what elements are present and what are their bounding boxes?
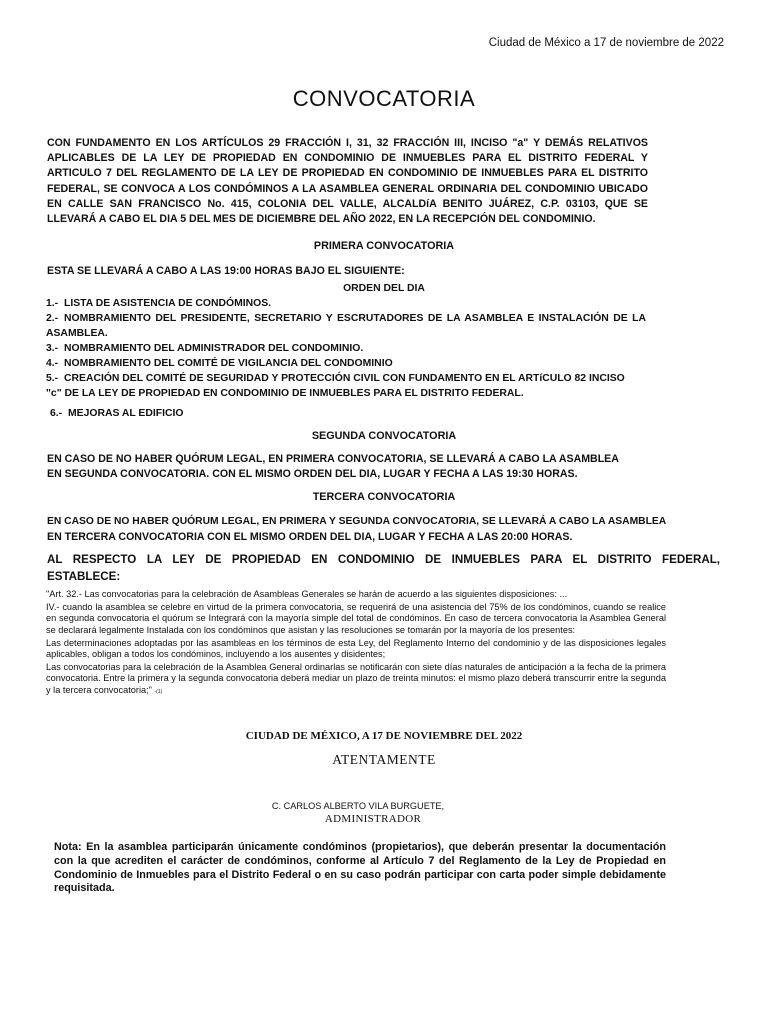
agenda-text: NOMBRAMIENTO DEL COMITÉ DE VIGILANCIA DEL CONDOMINIO <box>64 358 393 369</box>
ley-line-1: AL RESPECTO LA LEY DE PROPIEDAD EN CONDOMINIO DE INMUEBLES PARA EL DISTRITO FEDERAL, <box>47 553 720 566</box>
agenda-num: 6.- <box>50 408 63 419</box>
tercera-heading: TERCERA CONVOCATORIA <box>312 491 456 503</box>
date-line: Ciudad de México a 17 de noviembre de 2022 <box>488 37 724 49</box>
agenda-num: 5.- <box>46 373 59 384</box>
agenda-text: LISTA DE ASISTENCIA DE CONDÓMINOS. <box>64 298 272 309</box>
segunda-heading: SEGUNDA CONVOCATORIA <box>311 430 457 442</box>
tercera-line-1: EN CASO DE NO HABER QUÓRUM LEGAL, EN PRIMERA Y SEGUNDA CONVOCATORIA, SE LLEVARÁ A CABO LA ASAMBLEA <box>47 516 667 527</box>
signer-role: ADMINISTRADOR <box>324 813 422 825</box>
agenda-text: NOMBRAMIENTO DEL ADMINISTRADOR DEL CONDOMINIO. <box>64 343 364 354</box>
closing-atentamente: ATENTAMENTE <box>332 752 436 767</box>
segunda-line-2: EN SEGUNDA CONVOCATORIA. CON EL MISMO ORDEN DEL DIA, LUGAR Y FECHA A LAS 19:30 HORAS. <box>47 468 578 480</box>
agenda-item-1 <box>46 297 646 312</box>
note-paragraph: Nota: En la asamblea participarán únicamente condóminos (propietarios), que deberán presentar la documentación con la que acrediten el carácter de condóminos, conforme al Artículo 7 del Reglamento de la Ley de Propiedad en Condominio de Inmuebles para el Distrito Federal o en su caso podrán participar con carta poder simple debidamente requisitada. <box>54 841 666 895</box>
page-title: CONVOCATORIA <box>292 86 476 111</box>
quote-paragraph-4-text: Las convocatorias para la celebración de la Asamblea General ordinarlas se notificarán con siete días naturales de anticipación a la fecha de la primera convocatoria. Entre la primera y la segunda convocatoria deberá mediar un plazo de treinta minutos: el mismo plazo deberá transcurrir entre la segunda y la tercera convocatoria;" <box>46 662 666 695</box>
primera-text: ESTA SE LLEVARÁ A CABO A LAS 19:00 HORAS BAJO EL SIGUIENTE: <box>47 265 405 277</box>
law-quote <box>46 589 666 700</box>
quote-reference: -(1) <box>154 688 163 695</box>
agenda-item-2 <box>46 312 646 341</box>
segunda-line-1: EN CASO DE NO HABER QUÓRUM LEGAL, EN PRIMERA CONVOCATORIA, SE LLEVARÁ A CABO LA ASAMBLEA <box>47 453 619 465</box>
quote-paragraph-2: IV.- cuando la asamblea se celebre en virtud de la primera convocatoria, se requerirá de una asistencia del 75% de los condóminos, cuando se realice en segunda convocatoria el quórum se Integrará con la mayoría simple del total de condóminos. En caso de tercera convocatoria la Asamblea General se declarará legalmente Instalada con los condóminos que asistan y las resoluciones se tomarán por la mayoría de los presentes: <box>46 602 666 635</box>
orden-heading: ORDEN DEL DIA <box>343 283 425 294</box>
agenda-text: MEJORAS AL EDIFICIO <box>68 408 184 419</box>
tercera-line-2: EN TERCERA CONVOCATORIA CON EL MISMO ORDEN DEL DIA, LUGAR Y FECHA A LAS 20:00 HORAS. <box>47 531 573 543</box>
agenda-num: 2.- <box>46 313 59 324</box>
quote-paragraph-3: Las determinaciones adoptadas por las asambleas en los términos de esta Ley, del Reglamento Interno del condominio y de las disposiciones legales aplicables, obligan a todos los condóminos, incluyendo a los ausentes y disidentes; <box>46 637 666 660</box>
intro-paragraph: CON FUNDAMENTO EN LOS ARTÍCULOS 29 FRACCIÓN I, 31, 32 FRACCIÓN III, INCISO "a" Y DEMÁS RELATIVOS APLICABLES DE LA LEY DE PROPIEDAD EN CONDOMINIO DE INMUEBLES PARA EL DISTRITO FEDERAL Y ARTICULO 7 DEL REGLAMENTO DE LA LEY DE PROPIEDAD EN CONDOMINIO DE INMUEBLES PARA EL DISTRITO FEDERAL, SE CONVOCA A LOS CONDÓMINOS A LA ASAMBLEA GENERAL ORDINARIA DEL CONDOMINIO UBICADO EN CALLE SAN FRANCISCO No. 415, COLONIA DEL VALLE, ALCALDíA BENITO JUÁREZ, C.P. 03103, QUE SE LLEVARÁ A CABO EL DIA 5 DEL MES DE DICIEMBRE DEL AÑO 2022, EN LA RECEPCIÓN DEL CONDOMINIO. <box>47 137 648 226</box>
agenda-item-3 <box>46 342 646 357</box>
agenda-num: 1.- <box>46 298 59 309</box>
agenda-text: CREACIÓN DEL COMITÉ DE SEGURIDAD Y PROTECCIÓN CIVIL CON FUNDAMENTO EN EL ARTíCULO 82 INCISO "c" DE LA LEY DE PROPIEDAD EN CONDOMINIO DE INMUEBLES PARA EL DISTRITO FEDERAL. <box>46 373 625 399</box>
agenda-num: 4.- <box>46 358 59 369</box>
agenda-text: NOMBRAMIENTO DEL PRESIDENTE, SECRETARIO Y ESCRUTADORES DE LA ASAMBLEA E INSTALACIÓN DE LA ASAMBLEA. <box>46 313 646 339</box>
signer-name: C. CARLOS ALBERTO VILA BURGUETE, <box>271 801 445 811</box>
closing-city-date: CIUDAD DE MÉXICO, A 17 DE NOVIEMBRE DEL 2022 <box>245 730 523 742</box>
agenda-num: 3.- <box>46 343 59 354</box>
agenda-item-4 <box>46 357 646 372</box>
agenda-item-6 <box>50 407 650 422</box>
primera-heading: PRIMERA CONVOCATORIA <box>313 240 455 252</box>
ley-line-2: ESTABLECE: <box>47 570 121 583</box>
quote-paragraph-4 <box>46 662 666 698</box>
agenda-item-5 <box>46 372 636 401</box>
quote-paragraph-1: "Art. 32.- Las convocatorias para la celebración de Asambleas Generales se harán de acuerdo a las siguientes disposiciones: ... <box>46 589 568 599</box>
